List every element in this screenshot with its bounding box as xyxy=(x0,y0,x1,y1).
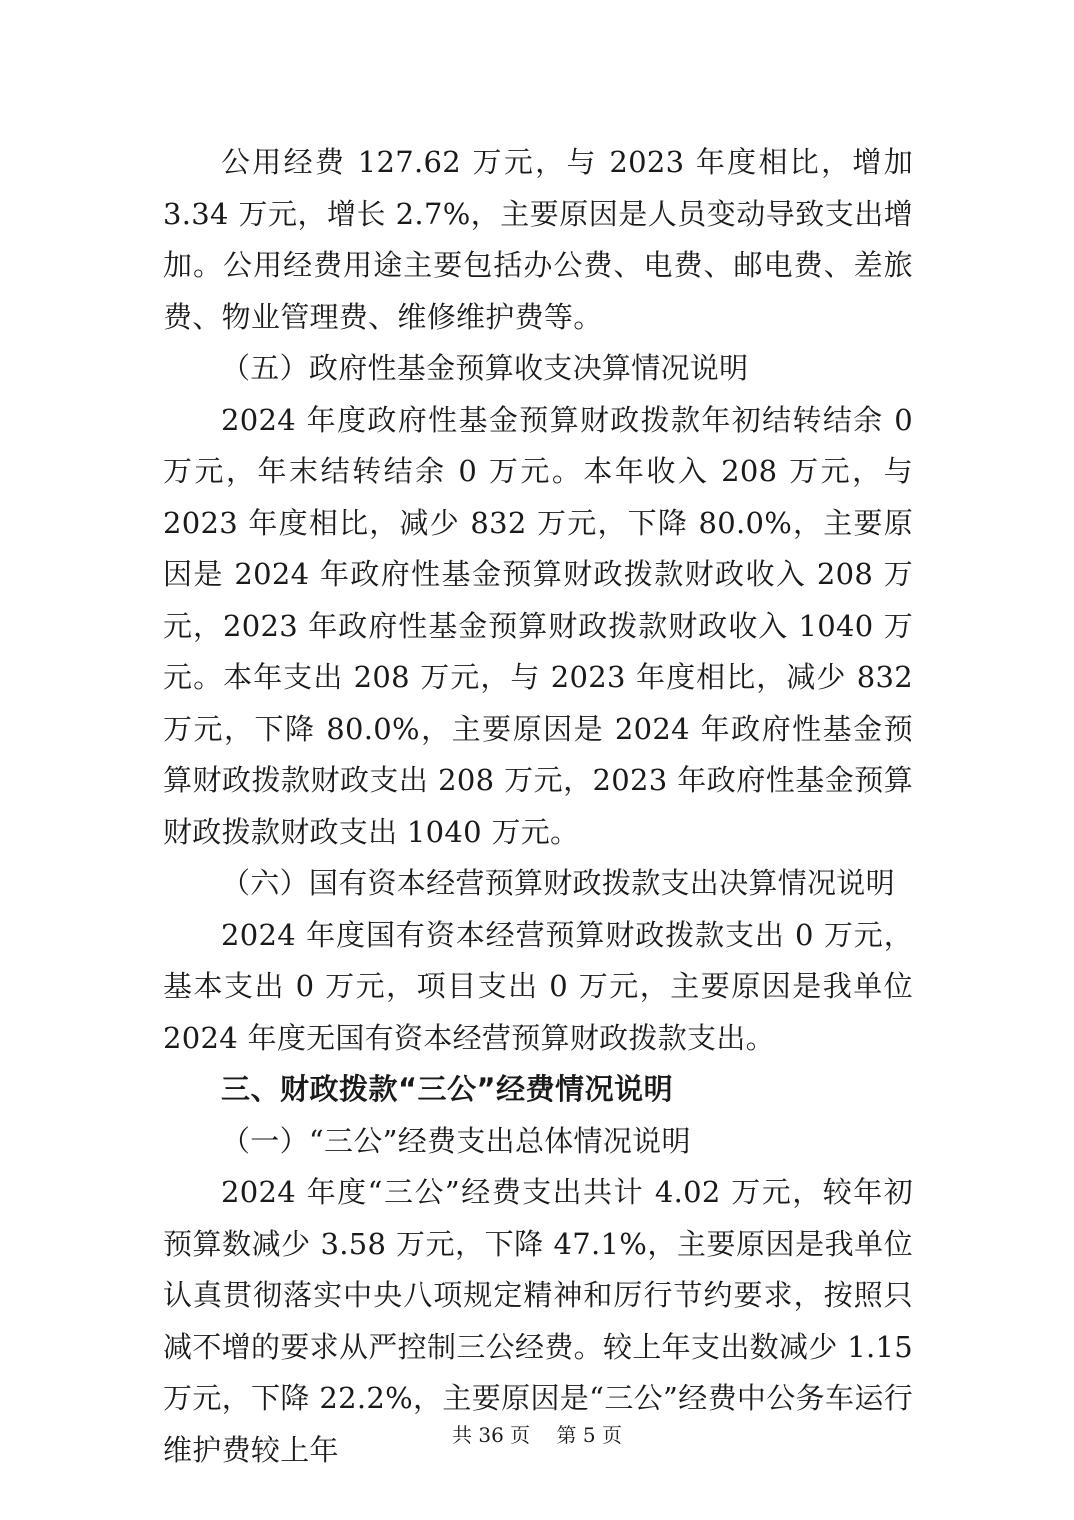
heading-government-fund: （五）政府性基金预算收支决算情况说明 xyxy=(221,351,749,385)
page-body xyxy=(163,137,913,1476)
heading-three-public-overall: （一）“三公”经费支出总体情况说明 xyxy=(221,1123,691,1158)
page-footer xyxy=(0,1420,1074,1450)
paragraph-state-capital: 2024 年度国有资本经营预算财政拨款支出 0 万元，基本支出 0 万元，项目支出 0 万元，主要原因是我单位 2024 年度无国有资本经营预算财政拨款支出。 xyxy=(163,917,913,1055)
paragraph-government-fund: 2024 年度政府性基金预算财政拨款年初结转结余 0 万元，年末结转结余 0 万元。本年收入 208 万元，与 2023 年度相比，减少 832 万元，下降 80.0%，主要原因是 2024 年政府性基金预算财政拨款财政收入 208 万元，2023 年政府性基金预算财政拨款财政收入 1040 万元。本年支出 208 万元，与 2023 年度相比，减少 832 万元，下降 80.0%，主要原因是 2024 年政府性基金预算财政拨款财政支出 208 万元，2023 年政府性基金预算财政拨款财政支出 1040 万元。 xyxy=(163,402,913,849)
heading-state-capital: （六）国有资本经营预算财政拨款支出决算情况说明 xyxy=(221,866,895,900)
current-page: 第 5 页 xyxy=(556,1423,622,1447)
section-three-public-expenses: 三、财政拨款“三公”经费情况说明 xyxy=(221,1072,674,1106)
paragraph-three-public-overall: 2024 年度“三公”经费支出共计 4.02 万元，较年初预算数减少 3.58 万元，下降 47.1%，主要原因是我单位认真贯彻落实中央八项规定精神和厉行节约要求，按照只减不增的要求从严控制三公经费。较上年支出数减少 1.15 万元，下降 22.2%，主要原因是“三公”经费中公务车运行维护费较上年 xyxy=(163,1175,913,1467)
total-pages: 共 36 页 xyxy=(452,1423,531,1447)
paragraph-public-expenses: 公用经费 127.62 万元，与 2023 年度相比，增加 3.34 万元，增长 2.7%，主要原因是人员变动导致支出增加。公用经费用途主要包括办公费、电费、邮电费、差旅费、物业管理费、维修维护费等。 xyxy=(163,145,913,334)
